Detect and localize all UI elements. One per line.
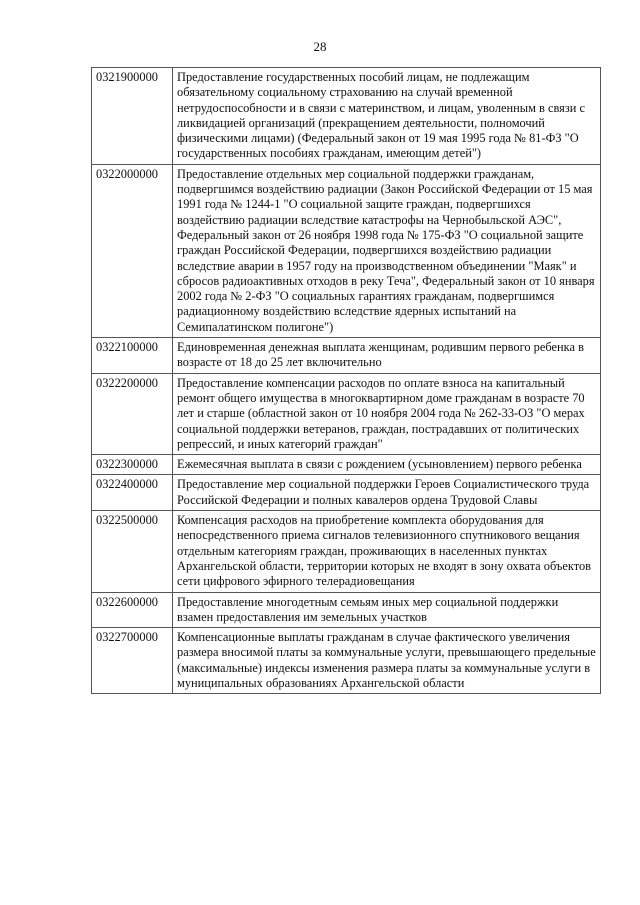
description-cell: Единовременная денежная выплата женщинам, родившим первого ребенка в возрасте от 18 до 25 лет включительно [173, 338, 601, 374]
code-cell: 0322100000 [92, 338, 173, 374]
table-row [92, 592, 601, 628]
description-cell: Предоставление государственных пособий лицам, не подлежащим обязательному социальному страхованию на случай временной нетрудоспособности и в связи с материнством, и лицам, уволенным в связи с ликвидацией организаций (прекращением деятельности, полномочий физическими лицами) (Федеральный закон от 19 мая 1995 года № 81-ФЗ "О государственных пособиях гражданам, имеющим детей") [173, 68, 601, 165]
budget-codes-table [91, 67, 601, 694]
table-row [92, 338, 601, 374]
code-cell: 0322200000 [92, 373, 173, 454]
description-cell: Компенсация расходов на приобретение комплекта оборудования для непосредственного приема сигналов телевизионного спутникового вещания отдельным категориям граждан, проживающих в населенных пунктах Архангельской области, территории которых не входят в зону охвата объектов сети цифрового эфирного телерадиовещания [173, 511, 601, 592]
table-row [92, 455, 601, 475]
description-cell: Компенсационные выплаты гражданам в случае фактического увеличения размера вносимой платы за коммунальные услуги, превышающего предельные (максимальные) индексы изменения размера платы за коммунальные услуги в муниципальных образованиях Архангельской области [173, 628, 601, 694]
description-cell: Предоставление компенсации расходов по оплате взноса на капитальный ремонт общего имущества в многоквартирном доме гражданам в возрасте 70 лет и старше (областной закон от 10 ноября 2004 года № 262-33-ОЗ "О мерах социальной поддержки ветеранов, граждан, пострадавших от политических репрессий, и иных категорий граждан" [173, 373, 601, 454]
code-cell: 0322000000 [92, 164, 173, 337]
description-cell: Предоставление многодетным семьям иных мер социальной поддержки взамен предоставления им земельных участков [173, 592, 601, 628]
table-row [92, 164, 601, 337]
page-number: 28 [313, 39, 327, 54]
code-cell: 0322500000 [92, 511, 173, 592]
description-cell: Предоставление отдельных мер социальной поддержки гражданам, подвергшимся воздействию радиации (Закон Российской Федерации от 15 мая 1991 года № 1244-1 "О социальной защите граждан, подвергшихся воздействию радиации вследствие катастрофы на Чернобыльской АЭС", Федеральный закон от 26 ноября 1998 года № 175-ФЗ "О социальной защите граждан Российской Федерации, подвергшихся воздействию радиации вследствие аварии в 1957 году на производственном объединении "Маяк" и сбросов радиоактивных отходов в реку Теча", Федеральный закон от 10 января 2002 года № 2-ФЗ "О социальных гарантиях гражданам, подвергшимся радиационному воздействию вследствие ядерных испытаний на Семипалатинском полигоне") [173, 164, 601, 337]
code-cell: 0321900000 [92, 68, 173, 165]
table-row [92, 511, 601, 592]
code-cell: 0322600000 [92, 592, 173, 628]
table-row [92, 628, 601, 694]
table-row [92, 373, 601, 454]
description-cell: Предоставление мер социальной поддержки Героев Социалистического труда Российской Федерации и полных кавалеров ордена Трудовой Славы [173, 475, 601, 511]
code-cell: 0322700000 [92, 628, 173, 694]
table-row [92, 68, 601, 165]
description-cell: Ежемесячная выплата в связи с рождением (усыновлением) первого ребенка [173, 455, 601, 475]
table-row [92, 475, 601, 511]
code-cell: 0322300000 [92, 455, 173, 475]
code-cell: 0322400000 [92, 475, 173, 511]
